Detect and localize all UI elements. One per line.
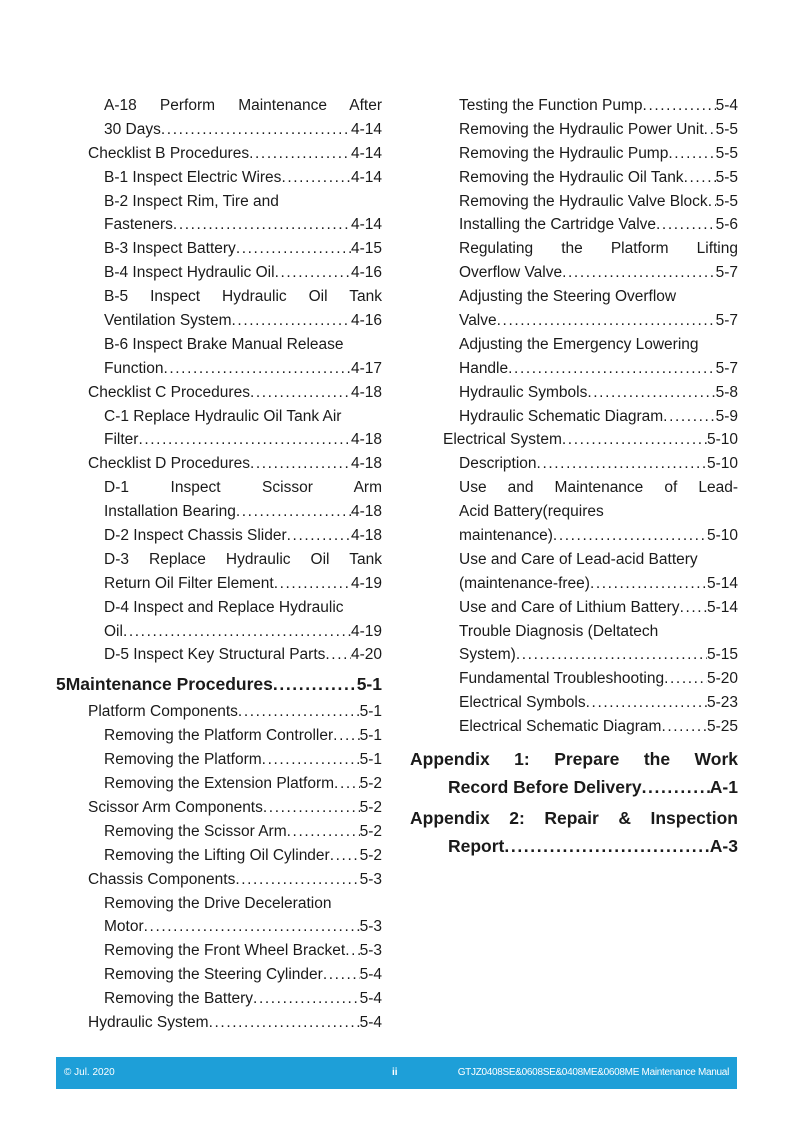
toc-leader-dots: [281, 166, 351, 190]
toc-page-number: 5-3: [359, 918, 382, 936]
toc-leader-dots: [664, 667, 707, 691]
toc-entry[interactable]: [56, 939, 382, 963]
toc-page-number: 5-1: [359, 751, 382, 769]
toc-entry-title: Removing the Hydraulic Valve Block: [459, 192, 708, 210]
toc-leader-dots: [287, 820, 360, 844]
toc-entry-title: Use and Care of Lithium Battery: [459, 598, 680, 616]
toc-subsection-entry[interactable]: [56, 700, 382, 724]
toc-entry-title: Removing the Steering Cylinder: [104, 966, 323, 984]
toc-entry[interactable]: [410, 166, 738, 190]
toc-entry[interactable]: [410, 333, 738, 357]
toc-leader-dots: [330, 844, 360, 868]
toc-leader-dots: [287, 524, 351, 548]
toc-leader-dots: [508, 357, 715, 381]
toc-leader-dots: [173, 213, 351, 237]
toc-leader-dots: [656, 213, 716, 237]
toc-leader-dots: [642, 773, 710, 801]
toc-page-number: 5-3: [359, 870, 382, 888]
toc-leader-dots: [274, 572, 351, 596]
toc-entry-title: Trouble Diagnosis (Deltatech: [459, 622, 659, 640]
toc-entry[interactable]: [410, 452, 738, 476]
toc-leader-dots: [704, 118, 716, 142]
toc-leader-dots: [334, 772, 360, 796]
toc-entry[interactable]: [410, 548, 738, 572]
toc-appendix-entry[interactable]: [410, 832, 738, 860]
toc-entry[interactable]: [56, 405, 382, 429]
toc-page-number: 5-2: [359, 822, 382, 840]
toc-page-number: 5-2: [359, 846, 382, 864]
toc-leader-dots: [684, 166, 716, 190]
toc-leader-dots: [345, 939, 359, 963]
toc-page-number: 5-1: [356, 674, 382, 695]
toc-page-number: 5-4: [715, 97, 738, 114]
toc-page-number: 5-4: [359, 1013, 382, 1031]
toc-page-number: 5-7: [715, 312, 738, 330]
toc-leader-dots: [325, 643, 351, 667]
toc-leader-dots: [562, 428, 707, 452]
toc-subsection-entry[interactable]: [56, 868, 382, 892]
toc-page-number: A-3: [709, 836, 738, 857]
toc-entry[interactable]: [410, 118, 738, 142]
toc-page-number: 5-23: [706, 694, 738, 712]
toc-entry[interactable]: [56, 892, 382, 916]
toc-left-column: [56, 94, 382, 1035]
toc-page-number: 5-10: [706, 431, 738, 449]
toc-entry[interactable]: [410, 715, 738, 739]
toc-entry[interactable]: [410, 309, 738, 333]
toc-entry[interactable]: [56, 915, 382, 939]
toc-page-number: 5-14: [706, 598, 738, 616]
toc-subsection-entry[interactable]: [56, 1011, 382, 1035]
toc-entry-title: Scissor Arm Components: [88, 798, 263, 816]
toc-leader-dots: [161, 118, 351, 142]
toc-entry-title: Removing the Hydraulic Pump: [459, 144, 669, 162]
toc-entry[interactable]: [56, 166, 382, 190]
toc-entry-title: Use and Care of Lead-acid Battery: [459, 550, 698, 568]
toc-leader-dots: [123, 620, 351, 644]
toc-entry-title: Regulating the Platform Lifting: [459, 240, 738, 258]
toc-entry-title: Electrical Schematic Diagram: [459, 718, 662, 736]
toc-leader-dots: [537, 452, 707, 476]
toc-page-number: 5-4: [359, 990, 382, 1008]
toc-page-number: 5-25: [706, 718, 738, 736]
toc-entry-title: Appendix 1: Prepare the Work: [410, 749, 738, 770]
toc-leader-dots: [643, 94, 716, 118]
toc-page-number: 4-18: [350, 527, 382, 545]
toc-entry-title: Removing the Extension Platform: [104, 775, 335, 793]
toc-entry-title: D-5 Inspect Key Structural Parts: [104, 646, 326, 664]
toc-entry-title: Hydraulic Symbols: [459, 383, 588, 401]
toc-leader-dots: [250, 452, 351, 476]
toc-entry-title: Chassis Components: [88, 870, 236, 888]
toc-entry[interactable]: [410, 261, 738, 285]
toc-leader-dots: [236, 500, 351, 524]
toc-entry-title: Installation Bearing: [104, 503, 236, 521]
toc-leader-dots: [235, 868, 359, 892]
toc-entry[interactable]: [56, 987, 382, 1011]
toc-entry-title: Removing the Battery: [104, 990, 254, 1008]
toc-entry[interactable]: [56, 748, 382, 772]
toc-entry-title: Removing the Platform Controller: [104, 727, 334, 745]
toc-page-number: 5-10: [706, 455, 738, 473]
toc-entry[interactable]: [410, 381, 738, 405]
toc-entry-title: Electrical Symbols: [459, 694, 586, 712]
toc-entry-title: C-1 Replace Hydraulic Oil Tank Air: [104, 407, 342, 425]
toc-entry[interactable]: [410, 237, 738, 261]
toc-entry[interactable]: [410, 213, 738, 237]
toc-leader-dots: [497, 309, 716, 333]
toc-page-number: 4-16: [350, 312, 382, 330]
toc-entry[interactable]: [410, 405, 738, 429]
toc-entry[interactable]: [56, 820, 382, 844]
toc-page-number: 5-1: [359, 727, 382, 745]
toc-entry-title: Report: [448, 836, 505, 857]
toc-entry[interactable]: [56, 213, 382, 237]
toc-entry-title: D-3 Replace Hydraulic Oil Tank: [104, 550, 382, 568]
toc-page-number: 5-5: [715, 144, 738, 162]
toc-entry-title: D-2 Inspect Chassis Slider: [104, 527, 287, 545]
toc-entry[interactable]: [410, 596, 738, 620]
toc-entry[interactable]: [56, 772, 382, 796]
toc-entry-title: Fasteners: [104, 216, 173, 234]
toc-page-number: 4-16: [350, 264, 382, 282]
toc-entry[interactable]: [410, 357, 738, 381]
toc-entry[interactable]: [56, 596, 382, 620]
toc-leader-dots: [238, 700, 360, 724]
toc-entry-title: 30 Days: [104, 120, 161, 138]
toc-section-heading[interactable]: [56, 670, 382, 698]
toc-entry-title: Removing the Hydraulic Oil Tank: [459, 168, 684, 186]
toc-entry-title: maintenance): [459, 527, 553, 545]
toc-entry[interactable]: [410, 190, 738, 214]
toc-page-number: 5-7: [715, 359, 738, 377]
toc-entry-title: Filter: [104, 431, 139, 449]
toc-entry[interactable]: [56, 333, 382, 357]
toc-page-number: 5-5: [715, 192, 738, 210]
toc-leader-dots: [253, 987, 360, 1011]
toc-entry[interactable]: [56, 261, 382, 285]
toc-entry[interactable]: [410, 524, 738, 548]
toc-entry-title: Removing the Lifting Oil Cylinder: [104, 846, 330, 864]
toc-leader-dots: [668, 142, 715, 166]
toc-appendix-entry[interactable]: [410, 804, 738, 832]
toc-entry-title: Testing the Function Pump: [459, 97, 643, 114]
toc-entry[interactable]: [56, 572, 382, 596]
toc-leader-dots: [587, 381, 715, 405]
toc-leader-dots: [263, 796, 360, 820]
toc-entry[interactable]: [56, 94, 382, 118]
toc-appendix-entry[interactable]: [410, 773, 738, 801]
toc-entry-title: Description: [459, 455, 537, 473]
toc-page-number: 4-17: [350, 359, 382, 377]
toc-entry-title: Motor: [104, 918, 144, 936]
toc-entry[interactable]: [410, 285, 738, 309]
toc-leader-dots: [663, 405, 715, 429]
toc-entry[interactable]: [410, 476, 738, 500]
toc-entry-title: Valve: [459, 312, 497, 330]
toc-page-number: 4-18: [350, 503, 382, 521]
toc-subsection-entry[interactable]: [56, 381, 382, 405]
toc-entry-title: D-4 Inspect and Replace Hydraulic: [104, 598, 344, 616]
toc-entry[interactable]: [410, 667, 738, 691]
toc-entry[interactable]: [410, 94, 738, 118]
toc-page-number: 5-20: [706, 670, 738, 688]
toc-entry-title: Use and Maintenance of Lead-: [459, 479, 738, 497]
toc-page-number: 5-6: [715, 216, 738, 234]
toc-entry-title: Removing the Scissor Arm: [104, 822, 287, 840]
footer-manual-title: GTJZ0408SE&0608SE&0408ME&0608ME Maintenance Manual: [457, 1067, 729, 1078]
toc-page-number: 4-19: [350, 622, 382, 640]
toc-entry[interactable]: [56, 309, 382, 333]
toc-entry[interactable]: [56, 524, 382, 548]
toc-leader-dots: [590, 572, 707, 596]
toc-entry[interactable]: [56, 428, 382, 452]
toc-subsection-entry[interactable]: [56, 452, 382, 476]
toc-leader-dots: [680, 596, 707, 620]
toc-entry-title: B-4 Inspect Hydraulic Oil: [104, 264, 275, 282]
toc-leader-dots: [249, 142, 351, 166]
toc-entry[interactable]: [56, 620, 382, 644]
toc-entry-title: B-3 Inspect Battery: [104, 240, 236, 258]
toc-leader-dots: [262, 748, 360, 772]
toc-entry[interactable]: [56, 643, 382, 667]
toc-entry-title: Electrical System: [443, 431, 562, 449]
toc-page-number: 4-14: [350, 216, 382, 234]
toc-leader-dots: [275, 261, 351, 285]
toc-leader-dots: [504, 832, 709, 860]
toc-subsection-entry[interactable]: [56, 142, 382, 166]
toc-page-number: 5-8: [715, 383, 738, 401]
toc-page-number: 4-14: [350, 120, 382, 138]
toc-entry-title: Removing the Front Wheel Bracket: [104, 942, 346, 960]
toc-page-number: 4-18: [350, 455, 382, 473]
toc-entry[interactable]: [56, 548, 382, 572]
toc-leader-dots: [708, 190, 716, 214]
toc-section-number: 5: [56, 674, 66, 695]
toc-leader-dots: [163, 357, 351, 381]
toc-entry-title: Adjusting the Emergency Lowering: [459, 335, 699, 353]
toc-entry-title: Record Before Delivery: [448, 777, 642, 798]
toc-entry-title: Platform Components: [88, 703, 238, 721]
toc-page-number: 5-15: [706, 646, 738, 664]
toc-entry-title: System): [459, 646, 516, 664]
toc-page-number: 5-4: [359, 966, 382, 984]
toc-leader-dots: [516, 643, 707, 667]
toc-page-number: 5-10: [706, 527, 738, 545]
toc-entry-title: Removing the Platform: [104, 751, 262, 769]
toc-leader-dots: [236, 237, 351, 261]
toc-entry[interactable]: [410, 500, 738, 524]
toc-page-number: 4-15: [350, 240, 382, 258]
toc-entry-title: Adjusting the Steering Overflow: [459, 288, 677, 306]
toc-entry-title: Function: [104, 359, 164, 377]
toc-entry-title: D-1 Inspect Scissor Arm: [104, 479, 382, 497]
toc-page-number: 5-3: [359, 942, 382, 960]
toc-entry[interactable]: [56, 285, 382, 309]
toc-entry-title: B-2 Inspect Rim, Tire and: [104, 192, 279, 210]
toc-page-number: 5-1: [359, 703, 382, 721]
toc-entry-title: Appendix 2: Repair & Inspection: [410, 808, 738, 829]
toc-page-number: 5-5: [715, 168, 738, 186]
toc-entry[interactable]: [56, 237, 382, 261]
toc-appendix-entry[interactable]: [410, 745, 738, 773]
toc-entry-title: Installing the Cartridge Valve: [459, 216, 657, 234]
toc-entry[interactable]: [56, 844, 382, 868]
toc-leader-dots: [562, 261, 716, 285]
toc-entry-title: Checklist C Procedures: [88, 383, 250, 401]
toc-page-number: 5-5: [715, 120, 738, 138]
toc-entry-title: Hydraulic System: [88, 1013, 209, 1031]
toc-entry[interactable]: [56, 724, 382, 748]
toc-entry-title: Hydraulic Schematic Diagram: [459, 407, 664, 425]
toc-entry[interactable]: [56, 500, 382, 524]
footer-copyright: © Jul. 2020: [64, 1067, 115, 1078]
toc-page-number: 4-14: [350, 168, 382, 186]
toc-entry-title: B-6 Inspect Brake Manual Release: [104, 335, 344, 353]
toc-leader-dots: [144, 915, 360, 939]
toc-entry[interactable]: [56, 357, 382, 381]
toc-page-number: 5-14: [706, 574, 738, 592]
toc-entry-title: Ventilation System: [104, 312, 232, 330]
toc-entry-title: (maintenance-free): [459, 574, 590, 592]
toc-page-number: 4-18: [350, 383, 382, 401]
toc-entry[interactable]: [410, 572, 738, 596]
toc-leader-dots: [209, 1011, 360, 1035]
toc-page-number: A-1: [709, 777, 738, 798]
footer-page-number: ii: [392, 1067, 398, 1078]
toc-page-number: 4-18: [350, 431, 382, 449]
toc-entry-title: A-18 Perform Maintenance After: [104, 97, 382, 114]
toc-leader-dots: [661, 715, 707, 739]
toc-page-number: 5-9: [715, 407, 738, 425]
toc-entry-title: Oil: [104, 622, 123, 640]
toc-entry-title: Handle: [459, 359, 509, 377]
toc-entry-title: Checklist B Procedures: [88, 144, 250, 162]
toc-page-number: 4-20: [350, 646, 382, 664]
toc-entry-title: Checklist D Procedures: [88, 455, 250, 473]
toc-entry-title: Removing the Hydraulic Power Unit: [459, 120, 704, 138]
toc-entry-title: Removing the Drive Deceleration: [104, 894, 332, 912]
toc-entry-title: Return Oil Filter Element: [104, 574, 274, 592]
toc-leader-dots: [323, 963, 360, 987]
toc-leader-dots: [138, 428, 351, 452]
toc-page-number: 5-2: [359, 798, 382, 816]
toc-leader-dots: [232, 309, 351, 333]
toc-entry-title: B-1 Inspect Electric Wires: [104, 168, 282, 186]
toc-entry-title: Overflow Valve: [459, 264, 563, 282]
toc-right-column: [410, 94, 738, 860]
toc-entry-title: Maintenance Procedures: [65, 674, 273, 695]
toc-subsection-entry[interactable]: [56, 796, 382, 820]
toc-subsection-entry[interactable]: [410, 428, 738, 452]
toc-leader-dots: [586, 691, 707, 715]
toc-entry[interactable]: [56, 118, 382, 142]
toc-entry[interactable]: [410, 691, 738, 715]
toc-entry[interactable]: [56, 963, 382, 987]
toc-entry[interactable]: [410, 142, 738, 166]
toc-leader-dots: [333, 724, 359, 748]
toc-entry-title: B-5 Inspect Hydraulic Oil Tank: [104, 288, 382, 306]
toc-page-number: 5-7: [715, 264, 738, 282]
toc-page-number: 4-19: [350, 574, 382, 592]
page-footer: [56, 1057, 737, 1089]
toc-entry[interactable]: [56, 190, 382, 214]
toc-entry-title: Fundamental Troubleshooting: [459, 670, 665, 688]
toc-entry[interactable]: [410, 643, 738, 667]
toc-leader-dots: [553, 524, 707, 548]
toc-entry[interactable]: [56, 476, 382, 500]
toc-entry-title: Acid Battery(requires: [459, 503, 604, 521]
toc-entry[interactable]: [410, 620, 738, 644]
toc-leader-dots: [273, 670, 357, 698]
toc-page-number: 5-2: [359, 775, 382, 793]
toc-page-number: 4-14: [350, 144, 382, 162]
toc-leader-dots: [250, 381, 351, 405]
